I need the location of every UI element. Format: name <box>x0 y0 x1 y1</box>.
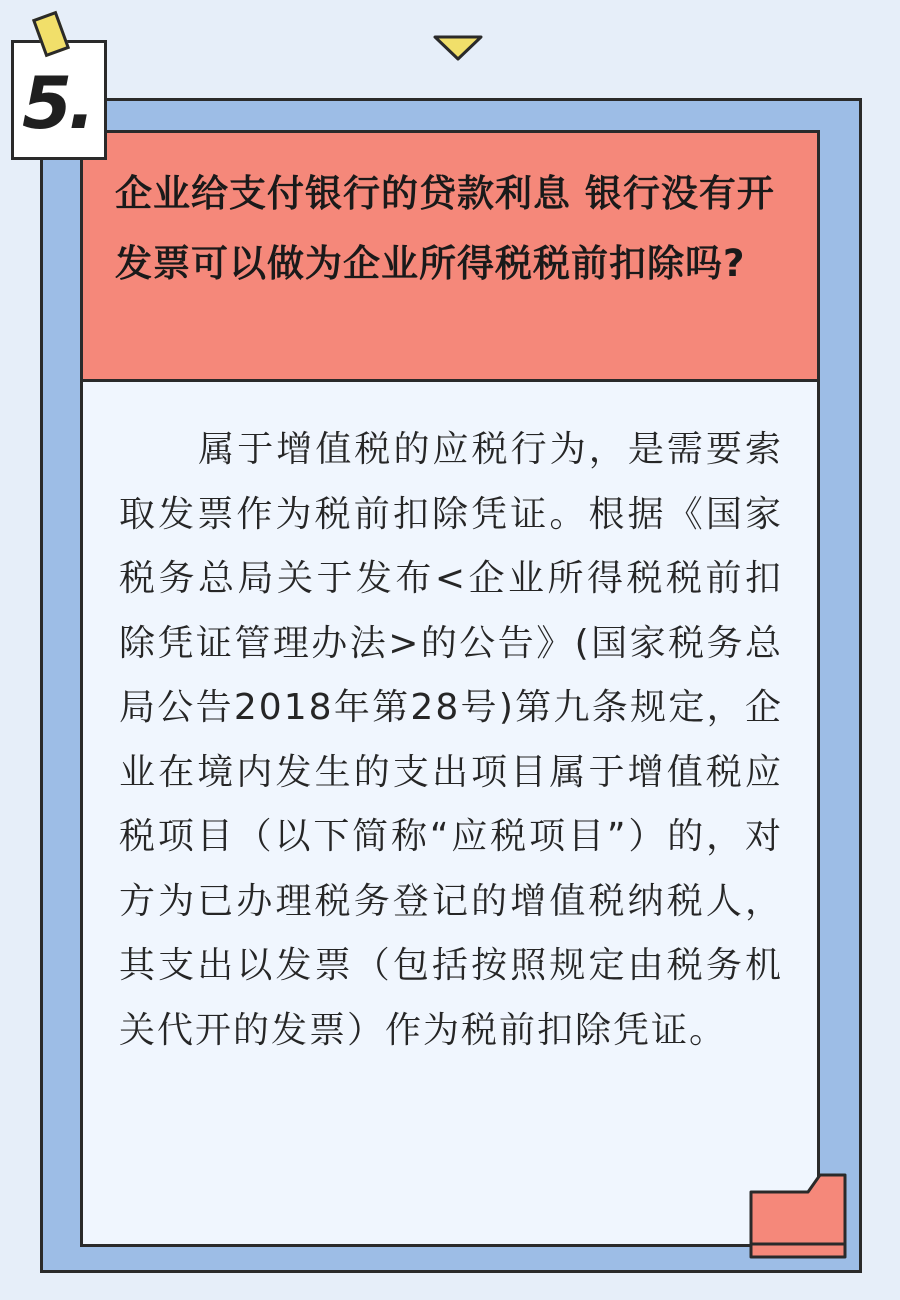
badge-number: 5. <box>22 61 92 145</box>
folded-note-icon <box>748 1172 848 1260</box>
answer-panel <box>80 379 820 1247</box>
question-panel <box>80 130 820 382</box>
down-triangle-icon <box>432 34 484 62</box>
answer-body: 属于增值税的应税行为，是需要索取发票作为税前扣除凭证。根据《国家税务总局关于发布<企业所得税税前扣除凭证管理办法>的公告》(国家税务总局公告2018年第28号)第九条规定，企业在境内发生的支出项目属于增值税应税项目（以下简称“应税项目”）的，对方为已办理税务登记的增值税纳税人，其支出以发票（包括按照规定由税务机关代开的发票）作为税前扣除凭证。 <box>119 429 783 1051</box>
number-badge <box>11 40 107 160</box>
question-title: 企业给支付银行的贷款利息 银行没有开发票可以做为企业所得税税前扣除吗? <box>115 172 775 285</box>
